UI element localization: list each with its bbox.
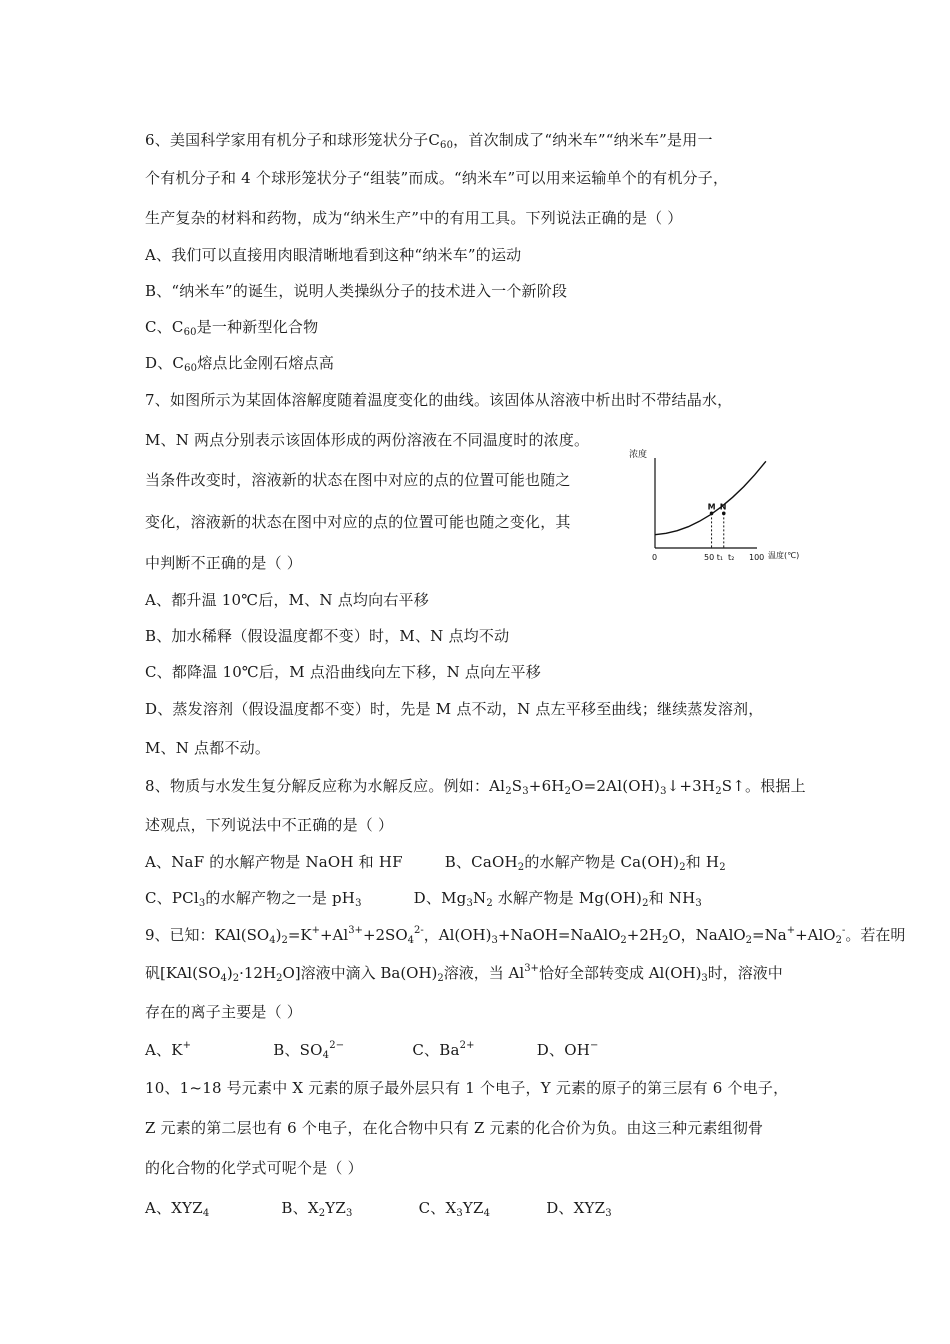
q6-line-1: 6、美国科学家用有机分子和球形笼状分子$C_{60}$，首次制成了“纳米车”“纳米车”是用一 [145, 131, 713, 151]
q10-option-b: B、$X_2YZ_3$ [281, 1199, 353, 1219]
q7-line-5: 中判断不正确的是（ ） [145, 554, 302, 572]
q6-option-a: A、我们可以直接用肉眼清晰地看到这种“纳米车”的运动 [145, 246, 522, 264]
q9-option-b: B、$SO_4^{2-}$ [273, 1040, 345, 1061]
q8-option-c: C、PCl$_3$的水解产物之一是 $pH_3$ [145, 889, 362, 909]
q9-line-3: 存在的离子主要是（ ） [145, 1003, 302, 1021]
tick-label-t2: t₂ [728, 553, 735, 562]
q9-line-2: 矾$[KAl(SO_4)_2\cdot 12H_2O]$溶液中滴入 $Ba(OH)_2$溶液，当 $Al^{3+}$恰好全部转变成 $Al(OH)_3$时，溶液中 [145, 963, 783, 984]
q7-line-2: M、N 两点分别表示该固体形成的两份溶液在不同温度时的浓度。 [145, 431, 590, 449]
q7-line-4: 变化，溶液新的状态在图中对应的点的位置可能也随之变化，其 [145, 513, 571, 531]
q8-line-2: 述观点，下列说法中不正确的是（ ） [145, 816, 394, 834]
q7-line-3: 当条件改变时，溶液新的状态在图中对应的点的位置可能也随之 [145, 471, 571, 489]
q7-option-a: A、都升温 10℃后，M、N 点均向右平移 [145, 591, 429, 609]
q9-line-1: 9、已知：$KAl(SO_4)_2=K^++Al^{3+}+2SO_4^{2-}$，$Al(OH)_3+NaOH=NaAlO_2+2H_2O$，NaAlO$_2$=Na++AlO$_2$-。若在明 [145, 925, 906, 946]
q10-option-a: A、$XYZ_4$ [145, 1199, 210, 1219]
point-n-label: N [719, 502, 727, 512]
solubility-chart [627, 438, 822, 568]
chart-x-label: 温度(℃) [768, 551, 800, 560]
q10-option-d: D、$XYZ_3$ [546, 1199, 612, 1219]
q8-options-cd [145, 888, 702, 908]
tick-label-100: 100 [749, 553, 765, 562]
q7-option-d-2: M、N 点都不动。 [145, 739, 271, 757]
q7-option-d-1: D、蒸发溶剂（假设温度都不变）时，先是 M 点不动，N 点左平移至曲线；继续蒸发溶剂， [145, 700, 764, 718]
q7-option-c: C、都降温 10℃后，M 点沿曲线向左下移，N 点向左平移 [145, 663, 541, 681]
q9-options [145, 1040, 599, 1060]
q8-option-b: B、CaOH$_2$的水解产物是 $Ca(OH)_2$和 $H_2$ [444, 853, 726, 873]
q6-line-3: 生产复杂的材料和药物，成为“纳米生产”中的有用工具。下列说法正确的是（ ） [145, 209, 683, 227]
tick-label-0: 0 [652, 553, 658, 562]
q6-line-2: 个有机分子和 4 个球形笼状分子“组装”而成。“纳米车”可以用来运输单个的有机分子， [145, 169, 729, 187]
point-m-label: M [707, 502, 716, 512]
q9-option-c: C、$Ba^{2+}$ [412, 1040, 475, 1059]
q7-option-b: B、加水稀释（假设温度都不变）时，M、N 点均不动 [145, 627, 510, 645]
point-n-marker [722, 512, 726, 516]
q9-option-a: A、K+ [145, 1040, 192, 1059]
q6-option-d: D、$C_{60}$熔点比金刚石熔点高 [145, 354, 335, 374]
q10-line-3: 的化合物的化学式可呢个是（ ） [145, 1159, 363, 1177]
q9-option-d: D、OH− [536, 1040, 599, 1059]
q10-line-1: 10、1~18 号元素中 X 元素的原子最外层只有 1 个电子，Y 元素的原子的第三层有 6 个电子， [145, 1079, 789, 1097]
q6-option-b: B、“纳米车”的诞生，说明人类操纵分子的技术进入一个新阶段 [145, 282, 568, 300]
solubility-curve [655, 461, 766, 534]
q8-option-d: D、$Mg_3N_2$ 水解产物是 $Mg(OH)_2$和 $NH_3$ [413, 889, 702, 909]
q10-line-2: Z 元素的第二层也有 6 个电子，在化合物中只有 Z 元素的化合价为负。由这三种元素组彻骨 [145, 1119, 764, 1137]
q8-options-ab [145, 852, 726, 872]
q10-options [145, 1198, 612, 1218]
q10-option-c: C、$X_3YZ_4$ [418, 1199, 491, 1219]
q6-option-c: C、$C_{60}$是一种新型化合物 [145, 318, 319, 338]
q8-line-1: 8、物质与水发生复分解反应称为水解反应。例如：$Al_2S_3+6H_2O=2Al(OH)_3↓+3H_2S↑$。根据上 [145, 777, 806, 797]
tick-label-t1: 50 t₁ [704, 553, 724, 562]
q7-line-1: 7、如图所示为某固体溶解度随着温度变化的曲线。该固体从溶液中析出时不带结晶水， [145, 391, 733, 409]
chart-y-label: 浓度 [629, 450, 648, 460]
q8-option-a: A、NaF 的水解产物是 NaOH 和 HF [145, 853, 403, 871]
point-m-marker [710, 512, 714, 516]
